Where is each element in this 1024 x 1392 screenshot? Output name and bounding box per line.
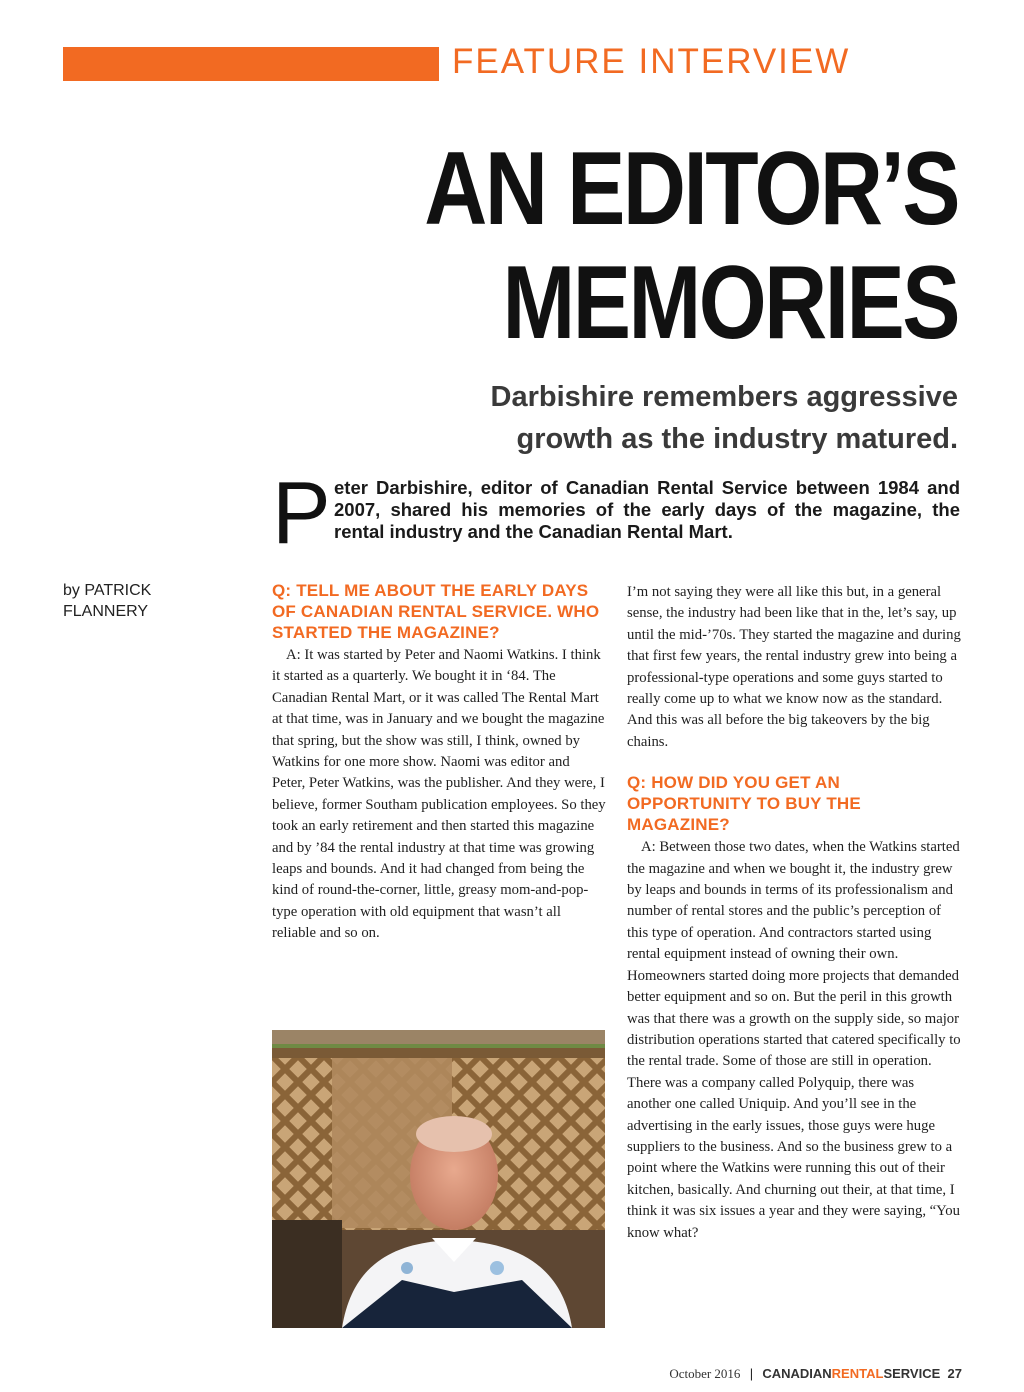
intro-paragraph <box>272 463 960 562</box>
section-kicker: FEATURE INTERVIEW <box>452 42 851 81</box>
portrait-photo <box>272 1030 605 1328</box>
byline <box>63 580 213 622</box>
question-1: Q: TELL ME ABOUT THE EARLY DAYS OF CANADIAN RENTAL SERVICE. WHO STARTED THE MAGAZINE? <box>272 581 600 642</box>
footer-separator: | <box>749 1366 754 1381</box>
byline-line-1: by PATRICK <box>63 582 152 599</box>
answer-1: A: It was started by Peter and Naomi Watkins. I think it started as a quarterly. We bought it in ‘84. The Canadian Rental Mart, or it was called The Rental Mart at that time, was in January and we bought the magazine that spring, but the show was still, I think, owned by Watkins for one more show. Naomi was editor and Peter, Peter Watkins, was the publisher. And they were, I believe, former Southam publication employees. So they took an early retirement and then started this magazine and by ’84 the rental industry at that time was growing leaps and bounds. And it had changed from being the kind of round-the-corner, little, greasy mom-and-pop-type operation with old equipment that wasn’t all reliable and so on. <box>272 647 606 942</box>
intro-text: eter Darbishire, editor of Canadian Rental Service between 1984 and 2007, shared his memories of the early days of the magazine, the rental industry and the Canadian Rental Mart. <box>334 477 960 542</box>
deck-line-1: Darbishire remembers aggressive <box>490 381 958 413</box>
headline <box>320 132 958 360</box>
issue-date: October 2016 <box>669 1366 741 1381</box>
byline-line-2: FLANNERY <box>63 603 149 620</box>
magazine-name-part-3: SERVICE <box>883 1366 941 1381</box>
answer-1-continued: I’m not saying they were all like this but, in a general sense, the industry had been like that in the, let’s say, up until the mid-’70s. They started the magazine and during that first few years, the rental industry grew into being a professional-type operations and some guys started to really come up to what we know now as the standard. And this was all before the big takeovers by the big chains. <box>627 584 961 750</box>
magazine-name <box>762 1366 940 1381</box>
page-number: 27 <box>947 1366 962 1381</box>
deck-subtitle <box>338 376 958 460</box>
magazine-name-part-1: CANADIAN <box>762 1366 832 1381</box>
drop-cap: P <box>272 463 331 562</box>
answer-2: A: Between those two dates, when the Watkins started the magazine and when we bought it, the industry grew by leaps and bounds in terms of its professionalism and number of rental stores and the public’s perception of this type of operation. And contractors started using rental equipment instead of owning their own. Homeowners started doing more projects that demanded better equipment and so on. But the peril in this growth was that there was a growth on the supply side, so major distribution operations started that catered specifically to the rental trade. Some of those are still in operation. There was a company called Polyquip, there was another one called Uniquip. And you’ll see in the advertising in the early issues, those guys were huge suppliers to the business. And so the business grew to a point where the Watkins were running this out of their kitchen, basically. And churning out their, at that time, I think it was six issues a year and they were saying, “You know what? <box>627 839 961 1241</box>
article-column-2 <box>627 582 961 1244</box>
question-2: Q: HOW DID YOU GET AN OPPORTUNITY TO BUY THE MAGAZINE? <box>627 773 861 835</box>
deck-line-2: growth as the industry matured. <box>516 423 958 455</box>
page-footer <box>669 1366 962 1382</box>
magazine-name-part-2: RENTAL <box>831 1366 884 1381</box>
headline-line-1: AN EDITOR’S <box>424 131 958 247</box>
article-column-1 <box>272 580 606 945</box>
headline-line-2: MEMORIES <box>502 245 958 361</box>
section-color-bar <box>63 47 439 81</box>
